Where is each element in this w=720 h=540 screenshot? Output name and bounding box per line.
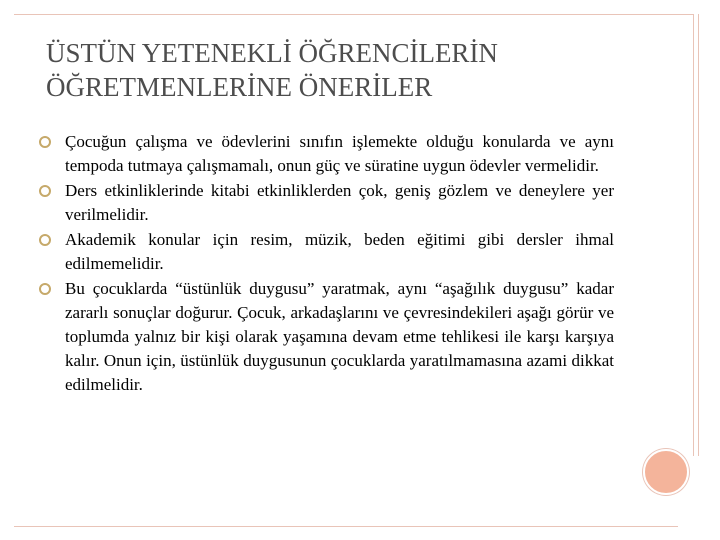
- title-line-2: ÖĞRETMENLERİNE ÖNERİLER: [46, 72, 433, 102]
- title-line-1: ÜSTÜN YETENEKLİ ÖĞRENCİLERİN: [46, 38, 498, 68]
- ring-bullet-icon: [38, 184, 52, 198]
- ring-bullet-icon: [38, 282, 52, 296]
- list-item: [38, 228, 614, 276]
- frame-top-line: [14, 14, 694, 15]
- list-item: [38, 277, 614, 397]
- slide-title: [46, 36, 646, 104]
- list-item: [38, 130, 614, 178]
- list-item: [38, 179, 614, 227]
- bullet-text: Ders etkinliklerinde kitabi etkinliklerden çok, geniş gözlem ve deneylere yer verilmelidir.: [65, 181, 614, 224]
- ring-bullet-icon: [38, 233, 52, 247]
- frame-right-inner-line: [698, 14, 699, 456]
- bullet-text: Çocuğun çalışma ve ödevlerini sınıfın işlemekte olduğu konularda ve aynı tempoda tutmaya çalışmamalı, onun güç ve süratine uygun ödevler vermelidir.: [65, 132, 614, 175]
- frame-bottom-line: [14, 526, 678, 527]
- bullet-list: [38, 130, 614, 398]
- ring-bullet-icon: [38, 135, 52, 149]
- bullet-text: Akademik konular için resim, müzik, beden eğitimi gibi dersler ihmal edilmemelidir.: [65, 230, 614, 273]
- circle-ornament-icon: [643, 449, 689, 495]
- frame-right-line: [693, 14, 694, 456]
- bullet-text: Bu çocuklarda “üstünlük duygusu” yaratmak, aynı “aşağılık duygusu” kadar zararlı sonuçlar doğurur. Çocuk, arkadaşlarını ve çevresindekileri aşağı görür ve toplumda yalnız bir kişi olarak yaşamına devam etme tehlikesi ile karşı karşıya kalır. Onun için, üstünlük duygusunun çocuklarda yaratılmamasına azami dikkat edilmelidir.: [65, 279, 614, 394]
